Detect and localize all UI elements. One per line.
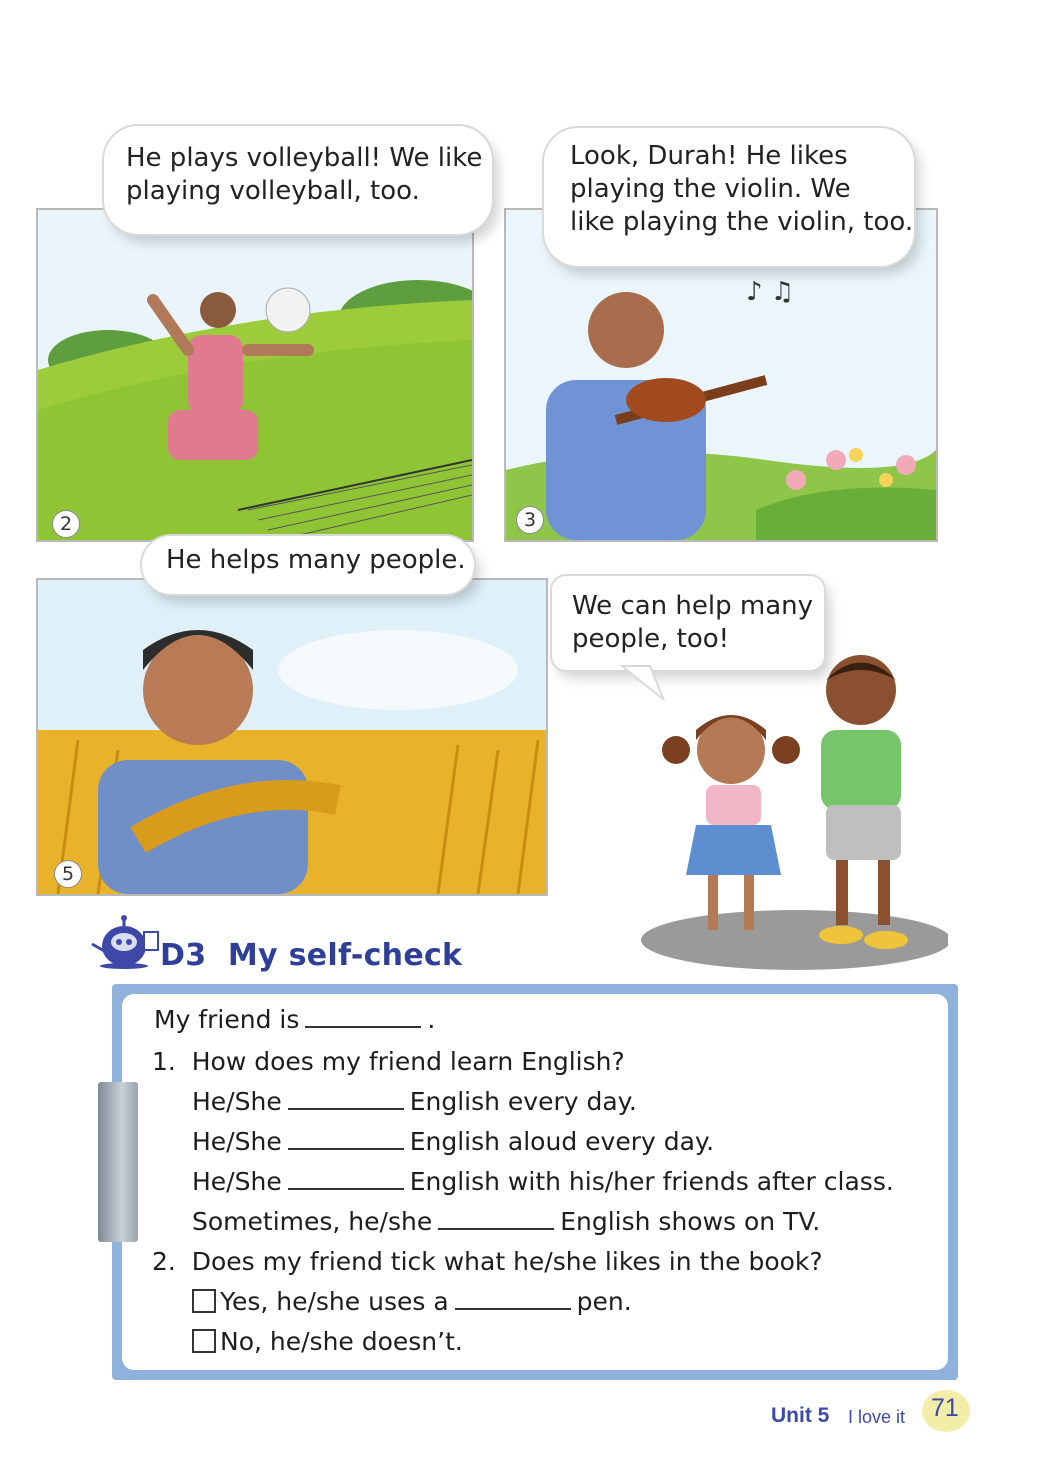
footer-title: I love it xyxy=(848,1407,906,1427)
panel-2-illustration xyxy=(36,208,474,542)
intro-line xyxy=(154,1004,435,1036)
q1-line xyxy=(192,1126,714,1158)
q2-option-yes xyxy=(192,1286,632,1318)
footer-unit: Unit 5 xyxy=(771,1404,830,1427)
section-heading: D3 My self-check xyxy=(160,938,463,973)
checkbox-icon[interactable] xyxy=(192,1329,216,1353)
answer-blank[interactable] xyxy=(288,1126,404,1150)
q1-rest: English every day. xyxy=(409,1087,637,1116)
q1-line xyxy=(192,1206,820,1238)
bubble-line: like playing the violin, too. xyxy=(570,207,914,237)
speech-bubble-volleyball xyxy=(104,126,492,234)
q1-subject: He/She xyxy=(192,1127,282,1156)
q1-subject: He/She xyxy=(192,1087,282,1116)
intro-period: . xyxy=(427,1005,436,1034)
checkbox-icon[interactable] xyxy=(192,1289,216,1313)
answer-blank[interactable] xyxy=(438,1206,554,1230)
panel-number: 5 xyxy=(54,860,82,888)
option-text: No, he/she doesn’t. xyxy=(220,1327,463,1356)
question-1: 1. How does my friend learn English? xyxy=(152,1047,625,1076)
binder-tab xyxy=(98,1082,138,1242)
q1-rest: English aloud every day. xyxy=(409,1127,715,1156)
speech-bubble-violin xyxy=(544,128,914,266)
robot-mascot-icon xyxy=(86,914,162,970)
q1-rest: English shows on TV. xyxy=(560,1207,821,1236)
answer-blank[interactable] xyxy=(288,1166,404,1190)
panel-number: 2 xyxy=(52,510,80,538)
svg-text:♪ ♫: ♪ ♫ xyxy=(746,277,795,307)
q1-line xyxy=(192,1166,894,1198)
q1-line xyxy=(192,1086,637,1118)
speech-bubble-children xyxy=(552,576,824,670)
bubble-line: playing volleyball, too. xyxy=(126,176,420,206)
answer-blank[interactable] xyxy=(288,1086,404,1110)
children-illustration xyxy=(636,640,948,972)
option-text: pen. xyxy=(576,1287,632,1316)
bubble-line: We can help many xyxy=(572,591,814,621)
q2-option-no xyxy=(192,1326,463,1358)
answer-blank[interactable] xyxy=(305,1004,421,1028)
panel-5-illustration xyxy=(36,578,548,896)
speech-bubble-helps xyxy=(142,536,474,594)
answer-blank[interactable] xyxy=(455,1286,571,1310)
bubble-tail xyxy=(620,664,670,700)
intro-text: My friend is xyxy=(154,1005,300,1034)
page-number: 71 xyxy=(931,1394,959,1422)
bubble-line: He helps many people. xyxy=(166,545,466,575)
question-2: 2. Does my friend tick what he/she likes in the book? xyxy=(152,1247,823,1276)
bubble-line: people, too! xyxy=(572,624,730,654)
bubble-line: Look, Durah! He likes xyxy=(570,141,848,171)
q1-rest: English with his/her friends after class. xyxy=(409,1167,894,1196)
panel-number: 3 xyxy=(516,506,544,534)
bubble-line: He plays volleyball! We like xyxy=(126,143,483,173)
option-text: Yes, he/she uses a xyxy=(220,1287,449,1316)
bubble-line: playing the violin. We xyxy=(570,174,851,204)
q1-subject: Sometimes, he/she xyxy=(192,1207,433,1236)
q1-subject: He/She xyxy=(192,1167,282,1196)
